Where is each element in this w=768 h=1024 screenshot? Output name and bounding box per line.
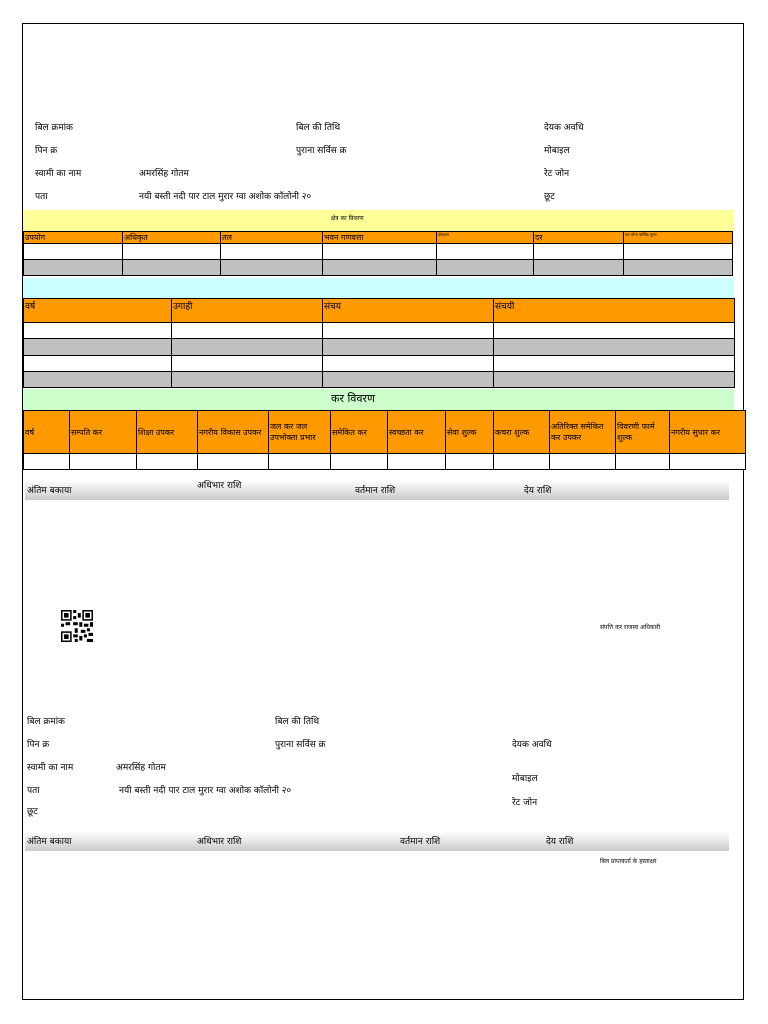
tax-col-urban-dev: नगरीय विकास उपकर <box>198 411 269 454</box>
bill-page <box>22 23 744 1000</box>
collection-col-cumulative: संचयी <box>494 299 735 323</box>
area-section-title: क्षेत्र का विवरण <box>331 215 364 222</box>
bill2-period-label: देयक अवधि <box>512 740 552 750</box>
bill2-mobile-label: मोबाइल <box>512 774 538 784</box>
bill2-address-value: नयी बस्ती नदी पार टाल मुरार ग्वा अशोक कॉलोनी २० <box>119 786 292 796</box>
tax-col-extra-consolidated: अतिरिक्त समेकित कर उपकर <box>550 411 616 454</box>
rate-zone-label: रेट जोन <box>544 169 570 179</box>
area-table-header <box>24 232 733 244</box>
bill2-number-label: बिल क्रमांक <box>27 717 65 727</box>
area-table <box>23 231 733 276</box>
bill2-address-label: पता <box>27 786 40 796</box>
bill2-old-service-no-label: पुराना सर्विस क्र <box>275 740 326 750</box>
tax-col-sanitation: स्वच्छता कर <box>388 411 446 454</box>
table-row <box>24 339 735 356</box>
area-col-usage: उपयोग <box>24 232 123 244</box>
bill2-pin-label: पिन क्र <box>27 740 50 750</box>
officer-label: संपत्ति कर राजस्व अधिकारी <box>600 624 661 631</box>
bill2-payable-amount-label: देय राशि <box>546 837 574 847</box>
bill-date-label: बिल की तिथि <box>296 123 341 133</box>
cyan-band <box>23 278 734 298</box>
owner-name-label: स्वामी का नाम <box>35 169 82 179</box>
summary1-bar <box>25 480 729 500</box>
collection-table <box>23 298 735 388</box>
tax-col-garbage: कचरा शुल्क <box>494 411 550 454</box>
area-col-annual-value: कर योग्य वार्षिक मूल्य <box>624 232 733 244</box>
tax-col-property: सम्पति कर <box>70 411 137 454</box>
pin-label: पिन क्र <box>35 146 58 156</box>
area-col-rate: दर <box>534 232 624 244</box>
table-row <box>24 356 735 372</box>
bill2-prev-due-label: अंतिम बकाया <box>27 837 72 847</box>
bill2-owner-name-label: स्वामी का नाम <box>27 763 74 773</box>
address-label: पता <box>35 192 48 202</box>
discount-label: छूट <box>544 192 555 202</box>
address-value: नयी बस्ती नदी पार टाल मुरार ग्वा अशोक कॉलोनी २० <box>139 192 312 202</box>
tax-col-education: शिक्षा उपकर <box>137 411 198 454</box>
area-col-floor: तल <box>221 232 323 244</box>
tax-col-form-fee: विवरणी फार्म शुल्क <box>616 411 670 454</box>
collection-table-header <box>24 299 735 323</box>
bill2-date-label: बिल की तिथि <box>275 717 320 727</box>
tax-col-service: सेवा शुल्क <box>446 411 494 454</box>
table-row <box>24 244 733 260</box>
table-row <box>24 323 735 339</box>
area-col-quality: भवन गणवत्ता <box>323 232 437 244</box>
tax-table <box>23 410 746 470</box>
qr-code-icon <box>61 610 93 642</box>
tax-section-title: कर विवरण <box>331 392 375 405</box>
bill2-discount-label: छूट <box>27 807 38 817</box>
old-service-no-label: पुराना सर्विस क्र <box>296 146 347 156</box>
table-row <box>24 260 733 276</box>
tax-col-urban-reform: नगरीय सुधार कर <box>670 411 746 454</box>
area-section-title-band <box>23 210 734 231</box>
payable-amount-label: देय राशि <box>524 486 552 496</box>
surcharge-label: अधिभार राशि <box>197 481 242 491</box>
bill2-current-amount-label: वर्तमान राशि <box>400 837 441 847</box>
tax-col-year: वर्ष <box>24 411 70 454</box>
bill2-owner-name-value: अमरसिंह गोतम <box>116 763 166 773</box>
collection-col-levy: उगाही <box>172 299 323 323</box>
area-col-authorized: अधिकृत <box>123 232 221 244</box>
owner-name-value: अमरसिंह गोतम <box>139 169 189 179</box>
area-col-area: क्षेत्रफल <box>437 232 534 244</box>
signature-label: बिल प्राप्तकर्ता के हस्ताक्षर <box>600 858 657 865</box>
tax-table-header <box>24 411 746 454</box>
prev-due-label: अंतिम बकाया <box>27 486 72 496</box>
bill-number-label: बिल क्रमांक <box>35 123 73 133</box>
tax-col-consolidated: समेकित कर <box>331 411 388 454</box>
summary2-bar <box>25 831 729 851</box>
collection-col-year: वर्ष <box>24 299 172 323</box>
table-row <box>24 372 735 388</box>
tax-section-title-band <box>23 389 734 410</box>
current-amount-label: वर्तमान राशि <box>355 486 396 496</box>
bill2-surcharge-label: अधिभार राशि <box>197 837 242 847</box>
bill-period-label: देयक अवधि <box>544 123 584 133</box>
collection-col-accum: संचय <box>323 299 494 323</box>
tax-col-water: जल कर जल उपभोक्ता प्रभार <box>269 411 331 454</box>
bill2-rate-zone-label: रेट जोन <box>512 798 538 808</box>
mobile-label: मोबाइल <box>544 146 570 156</box>
table-row <box>24 454 746 470</box>
